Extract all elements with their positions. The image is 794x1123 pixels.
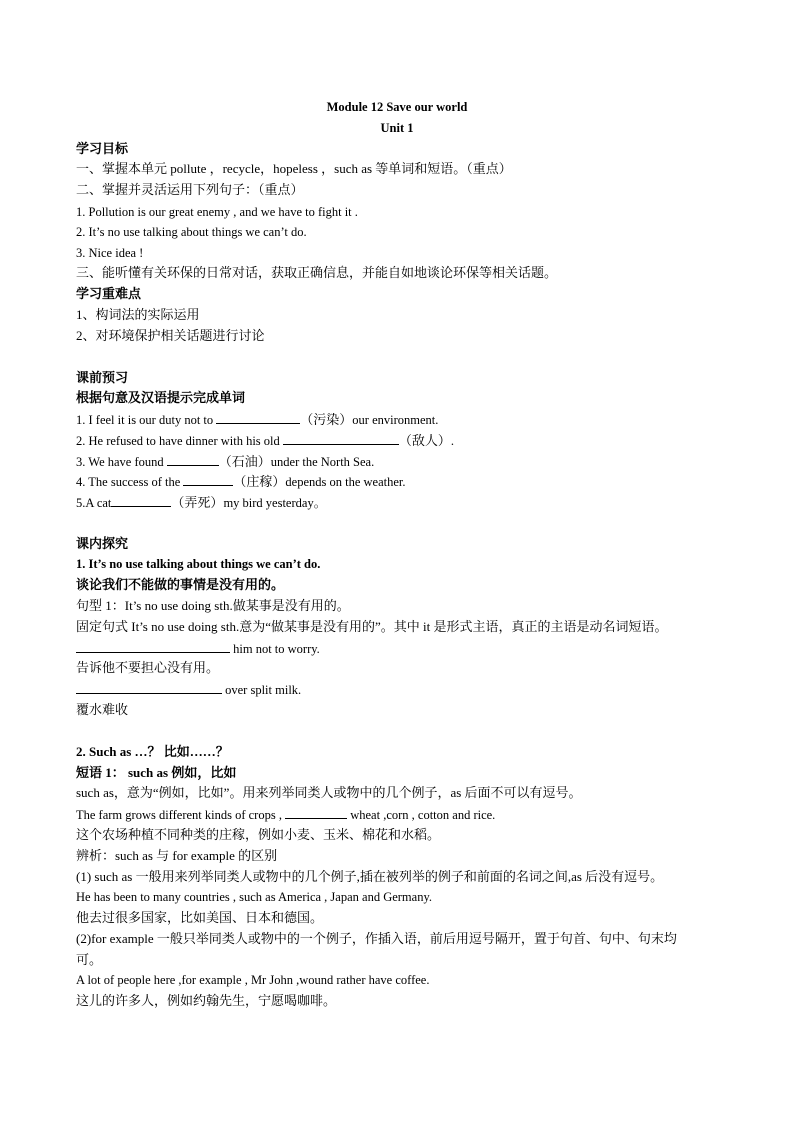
point-1-exercise-1-cn: 告诉他不要担心没有用。 xyxy=(76,660,220,675)
point-1-translation: 谈论我们不能做的事情是没有用的。 xyxy=(76,577,285,592)
module-title: Module 12 Save our world xyxy=(326,100,468,114)
preview-heading: 课前预习 xyxy=(76,370,129,385)
objective-item: 2. It’s no use talking about things we can’t do. xyxy=(76,225,307,239)
answer-blank[interactable] xyxy=(285,806,347,819)
point-1-exercise-1: him not to worry. xyxy=(76,640,320,657)
point-2-example-cn: 这个农场种植不同种类的庄稼，例如小麦、玉米、棉花和水稻。 xyxy=(76,827,441,842)
point-2-compare-2-en: A lot of people here ,for example , Mr John ,wound rather have coffee. xyxy=(76,973,430,987)
preview-question-3: 3. We have found （石油）under the North Sea. xyxy=(76,454,375,469)
point-1-pattern: 句型 1：It’s no use doing sth.做某事是没有用的。 xyxy=(76,598,350,613)
difficulties-heading: 学习重难点 xyxy=(76,286,142,301)
answer-blank[interactable] xyxy=(216,411,300,424)
preview-question-5: 5.A cat （弄死）my bird yesterday。 xyxy=(76,495,327,510)
answer-blank[interactable] xyxy=(111,494,171,507)
objective-item: 3. Nice idea ! xyxy=(76,246,144,260)
explore-heading: 课内探究 xyxy=(76,536,129,551)
preview-question-2: 2. He refused to have dinner with his old （敌人）. xyxy=(76,433,455,448)
answer-blank[interactable] xyxy=(167,453,219,466)
point-2-compare-2: (2)for example 一般只举同类人或物中的一个例子，作插入语，前后用逗号隔开，置于句首、句中、句末均 xyxy=(76,931,677,946)
preview-question-4: 4. The success of the （庄稼）depends on the weather. xyxy=(76,474,406,489)
objective-item: 一、掌握本单元 pollute ，recycle，hopeless ，such as 等单词和短语。（重点） xyxy=(76,161,512,176)
difficulty-item: 1、构词法的实际运用 xyxy=(76,307,200,322)
point-2-compare-1-en: He has been to many countries , such as America , Japan and Germany. xyxy=(76,890,433,904)
objective-item: 三、能听懂有关环保的日常对话，获取正确信息，并能自如地谈论环保等相关话题。 xyxy=(76,265,558,280)
objectives-heading: 学习目标 xyxy=(76,141,129,156)
point-2-compare-2-cont: 可。 xyxy=(76,952,103,967)
point-2-compare-1-cn: 他去过很多国家，比如美国、日本和德国。 xyxy=(76,910,324,925)
point-2-example: The farm grows different kinds of crops , wheat ,corn , cotton and rice. xyxy=(76,808,496,822)
objective-item: 二、掌握并灵活运用下列句子：（重点） xyxy=(76,182,304,197)
unit-title: Unit 1 xyxy=(380,121,414,135)
answer-blank[interactable] xyxy=(283,432,399,445)
point-2-explanation: such as，意为“例如，比如”。用来列举同类人或物中的几个例子，as 后面不可以有逗号。 xyxy=(76,785,582,800)
point-1-title: 1. It’s no use talking about things we can’t do. xyxy=(76,557,321,571)
difficulty-item: 2、对环境保护相关话题进行讨论 xyxy=(76,328,265,343)
point-1-explanation: 固定句式 It’s no use doing sth.意为“做某事是没有用的”。其中 it 是形式主语，真正的主语是动名词短语。 xyxy=(76,619,668,634)
point-2-phrase: 短语 1： such as 例如，比如 xyxy=(76,765,237,780)
preview-question-1: 1. I feel it is our duty not to （污染）our environment. xyxy=(76,412,439,427)
point-2-title: 2. Such as …？ 比如……？ xyxy=(76,744,229,759)
point-1-exercise-2: over split milk. xyxy=(76,681,301,698)
answer-blank[interactable] xyxy=(76,640,230,653)
answer-blank[interactable] xyxy=(76,681,222,694)
point-2-compare-1: (1) such as 一般用来列举同类人或物中的几个例子,插在被列举的例子和前面的名词之间,as 后没有逗号。 xyxy=(76,869,664,884)
point-2-compare-2-cn: 这儿的许多人，例如约翰先生，宁愿喝咖啡。 xyxy=(76,993,337,1008)
point-2-compare: 辨析：such as 与 for example 的区别 xyxy=(76,848,278,863)
objective-item: 1. Pollution is our great enemy , and we have to fight it . xyxy=(76,205,358,219)
point-1-exercise-2-cn: 覆水难收 xyxy=(76,702,129,717)
answer-blank[interactable] xyxy=(183,473,233,486)
preview-instruction: 根据句意及汉语提示完成单词 xyxy=(76,390,246,405)
